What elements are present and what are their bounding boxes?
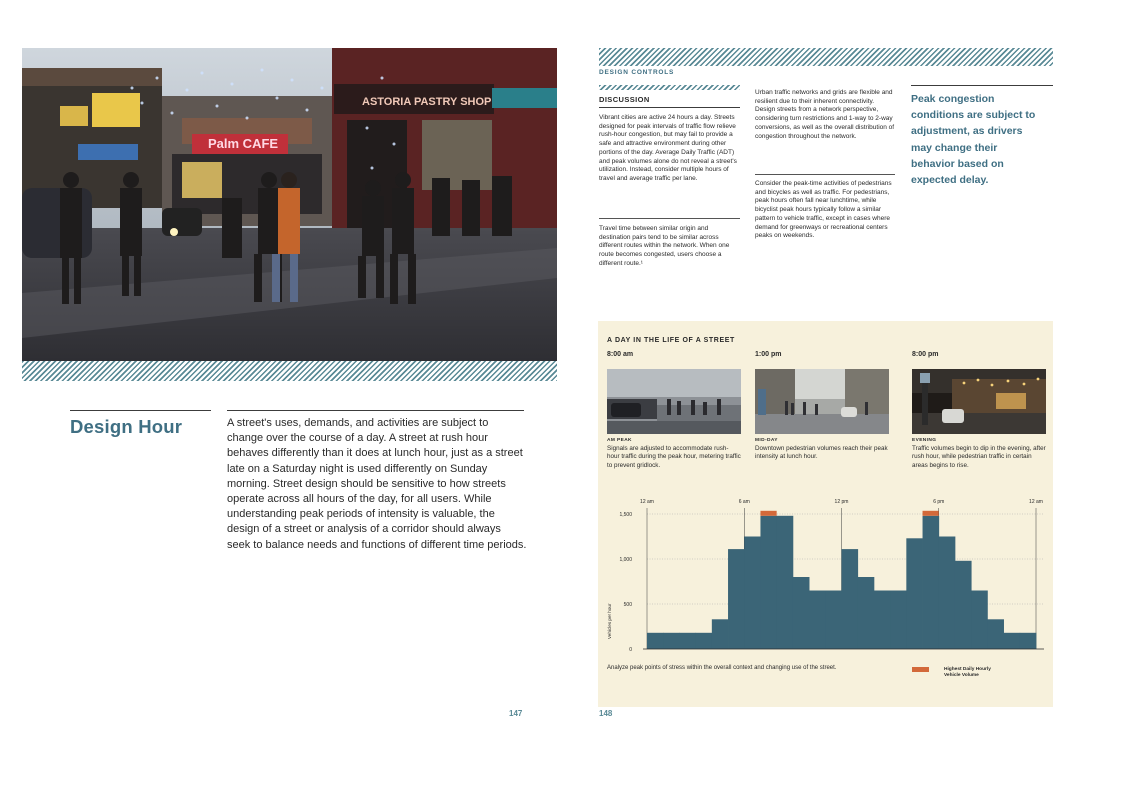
chart-bar (1004, 633, 1021, 649)
panel-title: A DAY IN THE LIFE OF A STREET (607, 337, 735, 344)
chart-bar (809, 591, 826, 650)
caption-head-evening: EVENING (912, 438, 937, 443)
cafe-sign (208, 136, 278, 151)
chart-bar (955, 561, 972, 649)
title-rule (70, 410, 211, 411)
chart-note: Analyze peak points of stress within the overall context and changing use of the street. (607, 665, 837, 671)
intro-rule (227, 410, 524, 411)
street-night-photo (22, 48, 557, 361)
caption-am-peak: Signals are adjusted to accommodate rush-hour traffic during the peak hour, metering traffic to prevent gridlock. (607, 445, 741, 469)
peak-marker (923, 511, 939, 516)
chart-bar (842, 549, 859, 649)
chart-bar (712, 619, 729, 649)
chart-bar (874, 591, 891, 650)
col1-divider (599, 218, 740, 219)
x-tick-label: 6 am (738, 499, 750, 505)
discussion-paragraph-4: Consider the peak-time activities of pedestrians and bicycles as well as traffic. For pedestrians, peak hours often fall near lunchtime, while bicyclist peak hours typically follow a similar pattern to vehicle traffic, except in cases where demand for greenways or recreational centers peaks on weekends. (755, 180, 892, 240)
chart-bar (906, 538, 923, 649)
pastry-shop-sign (362, 96, 491, 108)
chart-bar (696, 633, 713, 649)
chart-bar (760, 516, 777, 649)
page-number-right: 148 (599, 709, 613, 718)
x-tick-label: 12 am (1029, 499, 1043, 505)
page-number-left: 147 (509, 709, 523, 718)
caption-head-mid-day: MID-DAY (755, 438, 778, 443)
chart-bar (858, 577, 875, 649)
discussion-hatch-bar (599, 85, 740, 90)
chart-bar (728, 549, 745, 649)
y-tick-label: 500 (623, 602, 632, 608)
svg-text:ASTORIA PASTRY SHOP: ASTORIA PASTRY SHOP (362, 96, 492, 108)
chart-bar (825, 591, 842, 650)
pull-quote: Peak congestion conditions are subject to adjustment, as drivers may change their behavior based on expected delay. (911, 93, 1036, 187)
chart-bar (793, 577, 810, 649)
chart-bar (777, 516, 794, 649)
legend-swatch-peak (912, 667, 929, 672)
page-title: Design Hour (70, 416, 183, 437)
discussion-paragraph-3: Urban traffic networks and grids are flexible and resilient due to their inherent connectivity. Design streets from a network perspective, considering turn restrictions and 1-way to 2-way conversions, as well as the overall distribution of congestion throughout the network. (755, 89, 895, 140)
midday-street-photo (755, 369, 889, 434)
chart-bar (679, 633, 696, 649)
chart-bar (647, 633, 664, 649)
x-tick-label: 6 pm (933, 499, 945, 505)
x-tick-label: 12 pm (834, 499, 849, 505)
y-tick-label: 1,500 (619, 512, 632, 518)
intro-paragraph: A street's uses, demands, and activities are subject to change over the course of a day. A street at rush hour behaves differently than it does at lunch hour, just as a street late on a Saturday night is used differently on Sunday morning. Street design should be sensitive to how streets operate across all hours of the day, for all users. While understanding peak periods of intensity is valuable, the design of a street or analysis of a corridor should always seek to balance needs and functions of different time periods. (227, 417, 527, 551)
chart-bar (1020, 633, 1037, 649)
chart-bar (939, 537, 956, 650)
header-hatch-band (599, 48, 1053, 66)
peak-marker (760, 511, 776, 516)
svg-text:Palm CAFE: Palm CAFE (208, 136, 279, 151)
discussion-rule (599, 107, 740, 108)
discussion-paragraph-2: Travel time between similar origin and destination pairs tend to be similar across different routes within the network. When one route becomes congested, users choose a different route.¹ (599, 225, 730, 267)
caption-evening: Traffic volumes begin to dip in the evening, after rush hour, while pedestrian traffic in certain areas begins to rise. (912, 445, 1046, 469)
chart-bar (744, 537, 761, 650)
time-label-morning: 8:00 am (607, 351, 634, 358)
photo-hatch-band (22, 361, 557, 381)
y-tick-label: 1,000 (619, 557, 632, 563)
time-label-evening: 8:00 pm (912, 351, 939, 358)
chart-bar (987, 619, 1004, 649)
chart-bar (971, 591, 988, 650)
chart-bar (890, 591, 907, 650)
discussion-heading: DISCUSSION (599, 95, 650, 104)
y-tick-label: 0 (629, 647, 632, 653)
discussion-paragraph-1: Vibrant cities are active 24 hours a day. Streets designed for peak intervals of traffic flow relieve rush-hour congestion, but may fail to provide a safe and attractive environment during other portions of the day. Average Daily Traffic (ADT) and peak volumes alone do not reveal a street's utilization. Instead, consider multiple hours of travel and average traffic per lane. (599, 114, 737, 182)
time-label-midday: 1:00 pm (755, 351, 782, 358)
chart-bar (663, 633, 680, 649)
caption-mid-day: Downtown pedestrian volumes reach their peak intensity at lunch hour. (755, 445, 888, 461)
y-axis-label: Vehicles per hour (607, 603, 612, 639)
traffic-volume-chart (598, 490, 1053, 660)
section-label: DESIGN CONTROLS (599, 69, 675, 76)
legend-label: Highest Daily Hourly Vehicle Volume (944, 667, 991, 678)
chart-bar (923, 516, 940, 649)
pull-quote-rule (911, 85, 1053, 86)
evening-street-photo (912, 369, 1046, 434)
caption-head-am-peak: AM PEAK (607, 438, 632, 443)
morning-street-photo (607, 369, 741, 434)
x-tick-label: 12 am (640, 499, 654, 505)
col2-divider (755, 174, 895, 175)
